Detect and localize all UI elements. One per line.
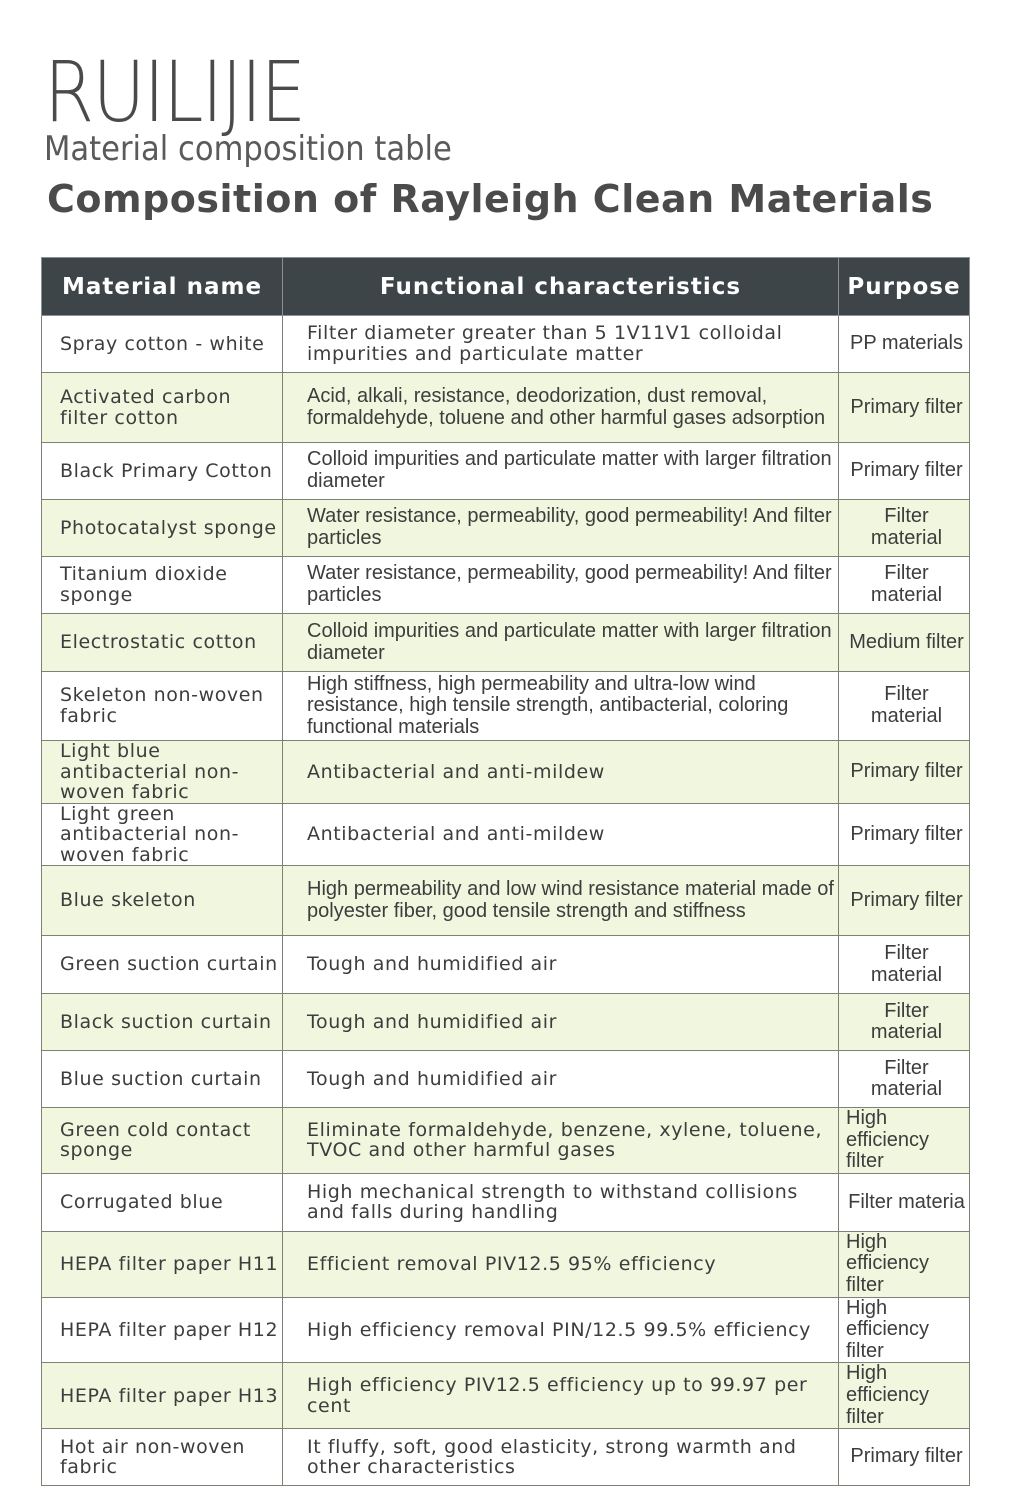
function-cell: High mechanical strength to withstand collisions and falls during handling xyxy=(283,1173,839,1231)
table-row xyxy=(42,373,970,443)
table-row xyxy=(42,1051,970,1108)
material-name-cell: Light blue antibacterial non-woven fabric xyxy=(42,741,283,804)
function-cell: Tough and humidified air xyxy=(283,936,839,994)
page-heading: Composition of Rayleigh Clean Materials xyxy=(47,177,934,221)
material-name-cell: Hot air non-woven fabric xyxy=(42,1429,283,1486)
table-row xyxy=(42,741,970,804)
purpose-cell: High efficiency filter xyxy=(839,1363,970,1429)
table-row xyxy=(42,443,970,500)
table-row xyxy=(42,672,970,741)
table-row xyxy=(42,500,970,557)
purpose-cell: Filter material xyxy=(839,994,970,1051)
function-cell: Colloid impurities and particulate matter with larger filtration diameter xyxy=(283,443,839,500)
purpose-cell: Filter materia xyxy=(839,1173,970,1231)
function-cell: Colloid impurities and particulate matter with larger filtration diameter xyxy=(283,614,839,672)
table-row xyxy=(42,866,970,936)
table-row xyxy=(42,803,970,866)
material-name-cell: Light green antibacterial non-woven fabric xyxy=(42,803,283,866)
purpose-cell: High efficiency filter xyxy=(839,1297,970,1363)
table-row xyxy=(42,936,970,994)
table-row xyxy=(42,1429,970,1486)
function-cell: Antibacterial and anti-mildew xyxy=(283,741,839,804)
column-header-material-name: Material name xyxy=(42,258,283,316)
table-row xyxy=(42,557,970,614)
function-cell: Water resistance, permeability, good permeability! And filter particles xyxy=(283,557,839,614)
function-cell: High permeability and low wind resistance material made of polyester fiber, good tensile strength and stiffness xyxy=(283,866,839,936)
purpose-cell: Filter material xyxy=(839,557,970,614)
function-cell: High efficiency PIV12.5 efficiency up to 99.97 per cent xyxy=(283,1363,839,1429)
brand-title: RUILIJIE xyxy=(44,43,305,141)
purpose-cell: Medium filter xyxy=(839,614,970,672)
column-header-purpose: Purpose xyxy=(839,258,970,316)
material-name-cell: Blue skeleton xyxy=(42,866,283,936)
purpose-cell: High efficiency filter xyxy=(839,1108,970,1174)
material-name-cell: Electrostatic cotton xyxy=(42,614,283,672)
function-cell: Antibacterial and anti-mildew xyxy=(283,803,839,866)
material-name-cell: Corrugated blue xyxy=(42,1173,283,1231)
material-name-cell: HEPA filter paper H11 xyxy=(42,1231,283,1297)
page-subtitle: Material composition table xyxy=(44,129,452,169)
material-name-cell: Skeleton non-woven fabric xyxy=(42,672,283,741)
purpose-cell: Primary filter xyxy=(839,803,970,866)
table-row xyxy=(42,1173,970,1231)
material-name-cell: Titanium dioxide sponge xyxy=(42,557,283,614)
material-name-cell: Activated carbon filter cotton xyxy=(42,373,283,443)
table-header-row xyxy=(42,258,970,316)
material-name-cell: HEPA filter paper H13 xyxy=(42,1363,283,1429)
material-name-cell: Spray cotton - white xyxy=(42,316,283,373)
purpose-cell: High efficiency filter xyxy=(839,1231,970,1297)
column-header-functional-characteristics: Functional characteristics xyxy=(283,258,839,316)
function-cell: Tough and humidified air xyxy=(283,1051,839,1108)
purpose-cell: PP materials xyxy=(839,316,970,373)
material-name-cell: Black Primary Cotton xyxy=(42,443,283,500)
function-cell: High efficiency removal PIN/12.5 99.5% efficiency xyxy=(283,1297,839,1363)
table-row xyxy=(42,994,970,1051)
purpose-cell: Primary filter xyxy=(839,741,970,804)
material-name-cell: Blue suction curtain xyxy=(42,1051,283,1108)
function-cell: Efficient removal PIV12.5 95% efficiency xyxy=(283,1231,839,1297)
purpose-cell: Primary filter xyxy=(839,373,970,443)
table-row xyxy=(42,316,970,373)
purpose-cell: Filter material xyxy=(839,1051,970,1108)
function-cell: Filter diameter greater than 5 1V11V1 colloidal impurities and particulate matter xyxy=(283,316,839,373)
material-name-cell: HEPA filter paper H12 xyxy=(42,1297,283,1363)
function-cell: Tough and humidified air xyxy=(283,994,839,1051)
material-name-cell: Green cold contact sponge xyxy=(42,1108,283,1174)
purpose-cell: Primary filter xyxy=(839,1429,970,1486)
table-row xyxy=(42,1108,970,1174)
function-cell: It fluffy, soft, good elasticity, strong warmth and other characteristics xyxy=(283,1429,839,1486)
function-cell: High stiffness, high permeability and ultra-low wind resistance, high tensile strength, antibacterial, coloring functional materials xyxy=(283,672,839,741)
purpose-cell: Filter material xyxy=(839,936,970,994)
function-cell: Acid, alkali, resistance, deodorization, dust removal, formaldehyde, toluene and other harmful gases adsorption xyxy=(283,373,839,443)
table-row xyxy=(42,1231,970,1297)
table-row xyxy=(42,1297,970,1363)
purpose-cell: Filter material xyxy=(839,672,970,741)
purpose-cell: Filter material xyxy=(839,500,970,557)
table-row xyxy=(42,614,970,672)
material-name-cell: Photocatalyst sponge xyxy=(42,500,283,557)
function-cell: Water resistance, permeability, good permeability! And filter particles xyxy=(283,500,839,557)
table-row xyxy=(42,1363,970,1429)
purpose-cell: Primary filter xyxy=(839,443,970,500)
material-name-cell: Black suction curtain xyxy=(42,994,283,1051)
material-name-cell: Green suction curtain xyxy=(42,936,283,994)
material-table xyxy=(41,257,970,1486)
function-cell: Eliminate formaldehyde, benzene, xylene, toluene, TVOC and other harmful gases xyxy=(283,1108,839,1174)
purpose-cell: Primary filter xyxy=(839,866,970,936)
